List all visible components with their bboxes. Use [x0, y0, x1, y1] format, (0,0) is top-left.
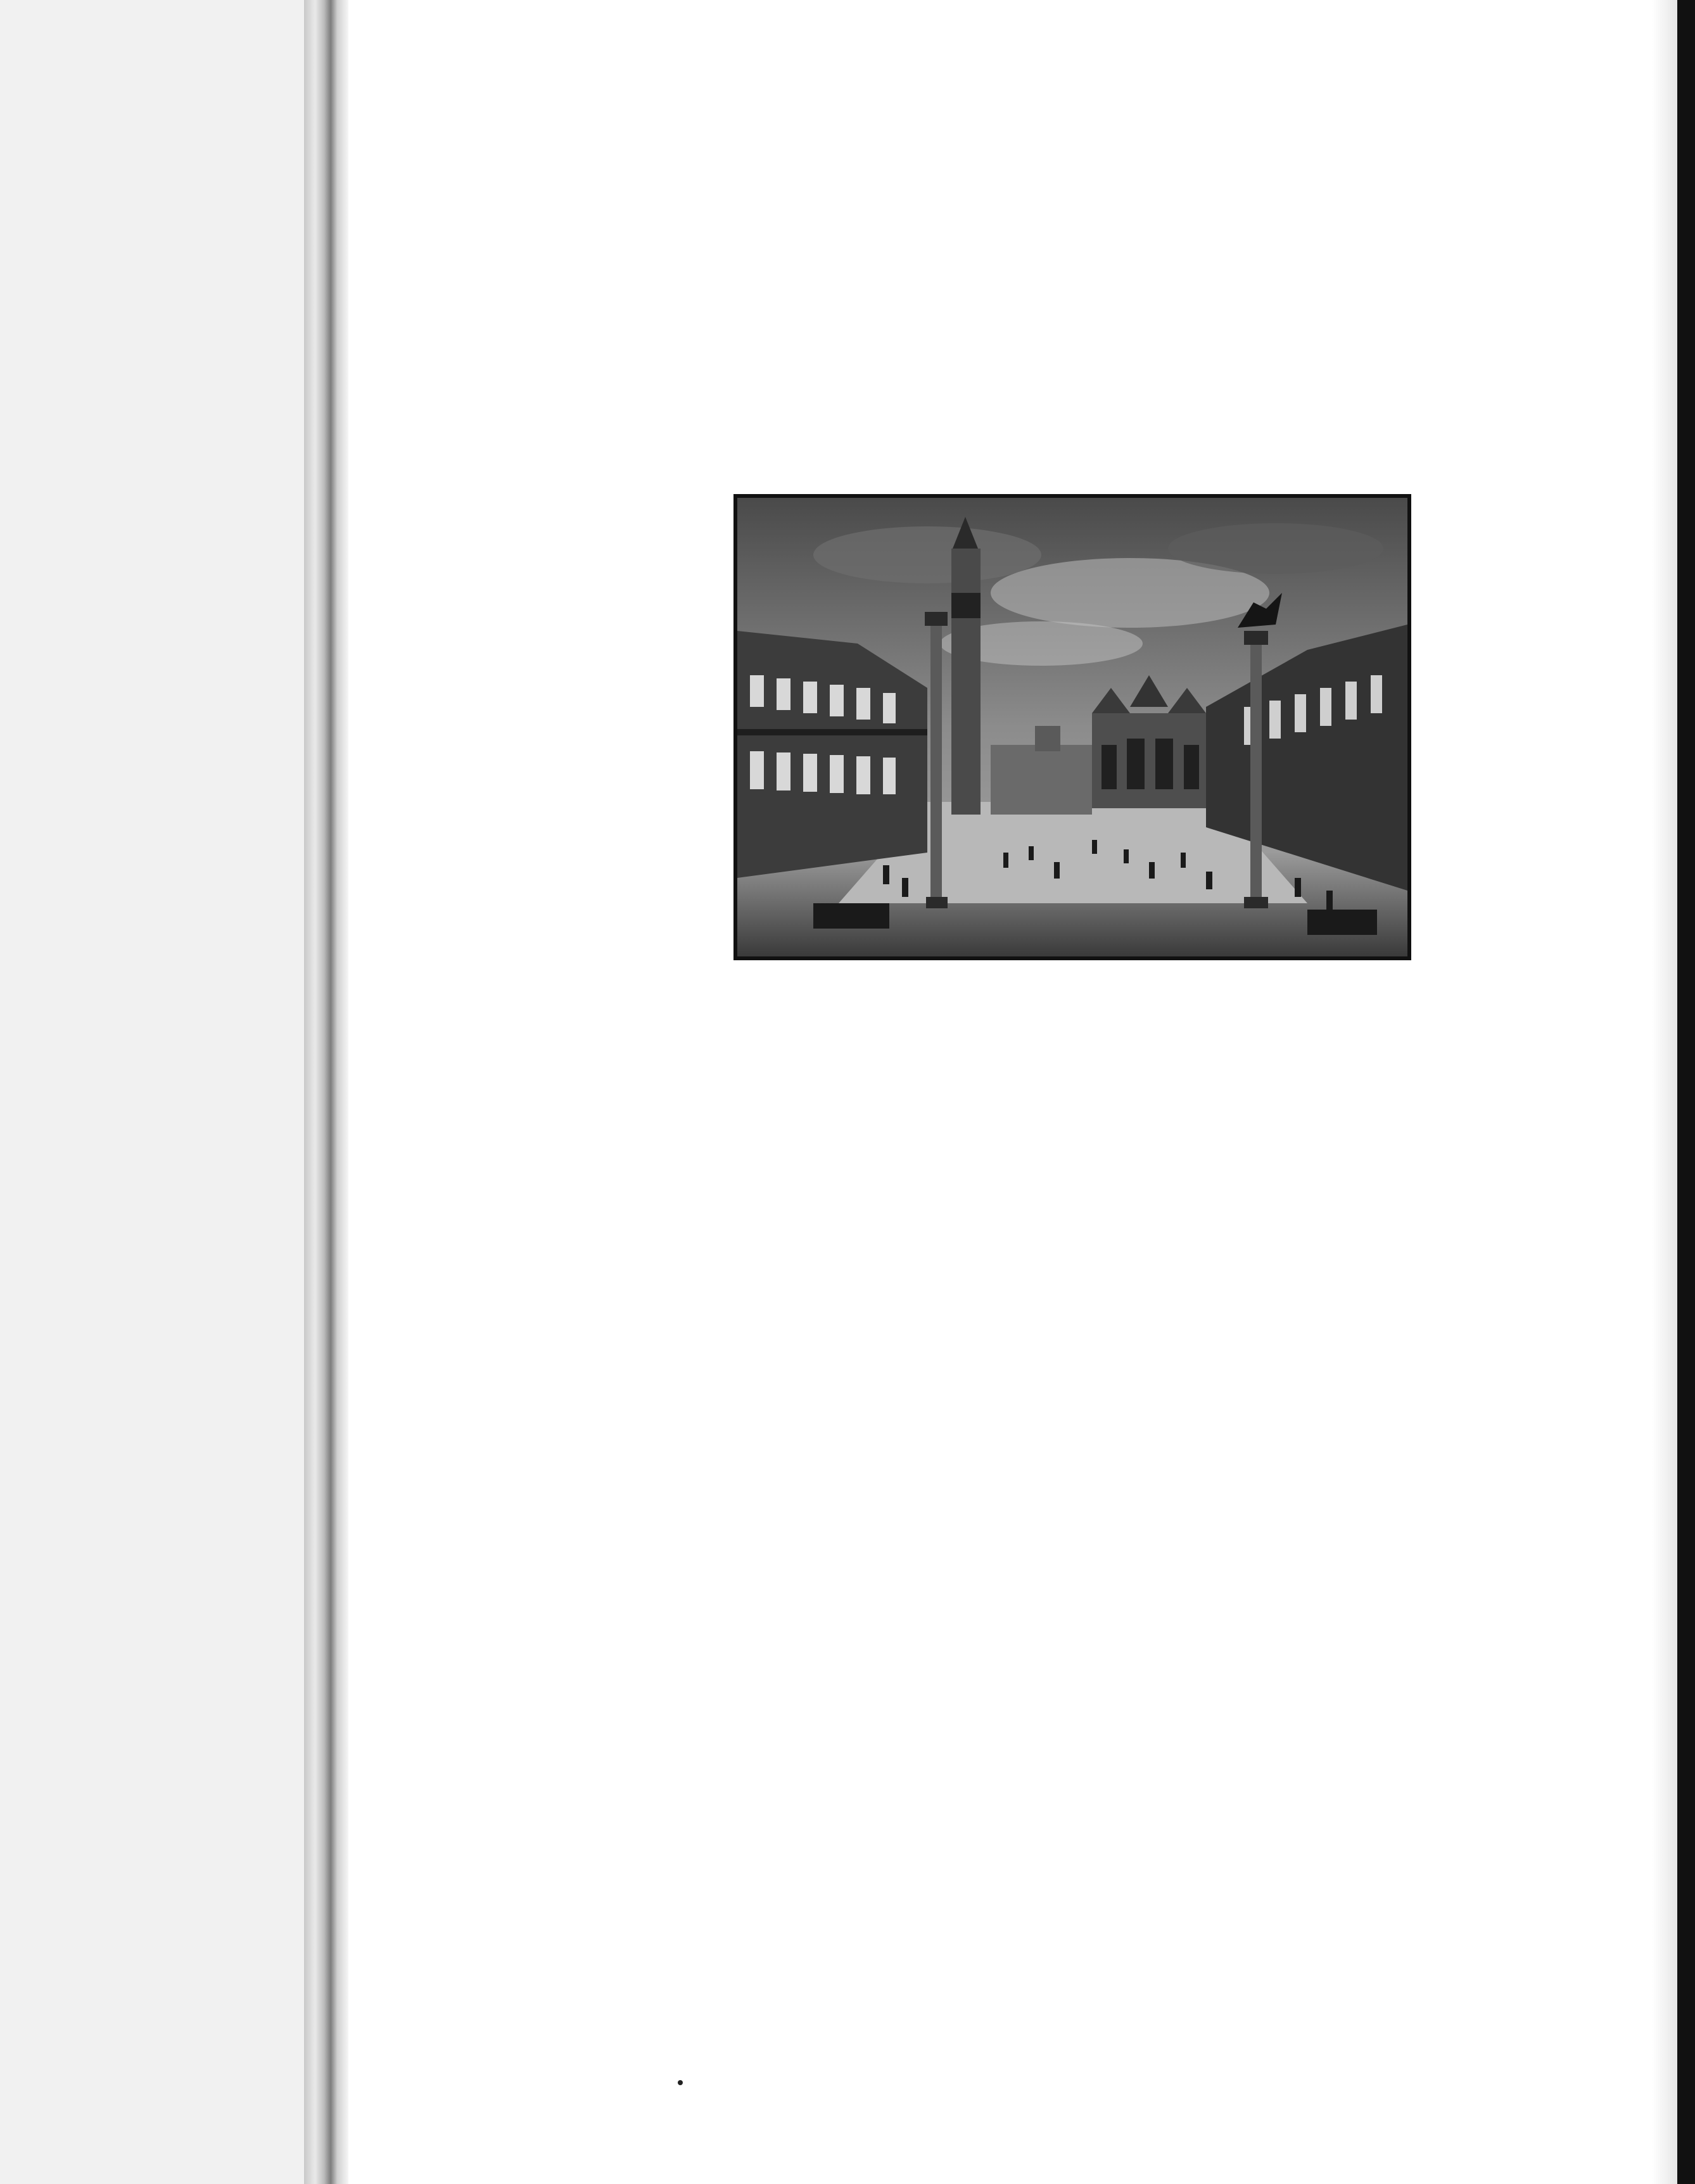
venice-engraving: [737, 498, 1407, 956]
scan-border: [1677, 0, 1695, 2184]
left-facing-page: [0, 0, 304, 2184]
book-gutter: [304, 0, 348, 2184]
ink-speck: [678, 2080, 683, 2085]
page-edge-shadow: [1652, 0, 1677, 2184]
venice-illustration: [733, 494, 1411, 960]
